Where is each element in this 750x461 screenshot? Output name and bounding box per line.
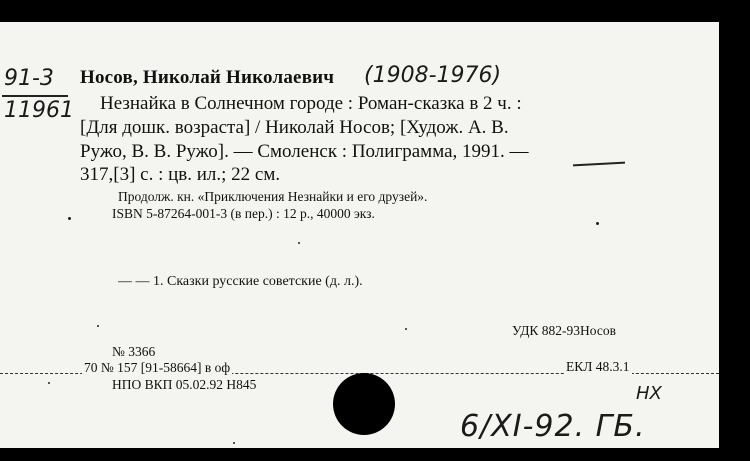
ink-speck <box>298 242 300 244</box>
ink-speck <box>233 442 235 444</box>
card-number: № 3366 <box>112 344 156 359</box>
ink-speck <box>48 382 50 384</box>
order-line: 70 № 157 [91-58664] в оф <box>84 360 231 375</box>
year-underline-mark <box>573 162 625 167</box>
ink-speck <box>596 222 599 225</box>
punch-hole <box>333 373 395 435</box>
description-line-2: [Для дошк. возраста] / Николай Носов; [Худож. А. В. <box>80 117 509 138</box>
handwritten-author-dates: (1908-1976) <box>364 63 502 88</box>
handwritten-shelf-code: 91-3 <box>4 66 54 91</box>
description-line-4: 317,[3] с. : цв. ил.; 22 см. <box>80 164 281 185</box>
description-line-1: Незнайка в Солнечном городе : Роман-сказка в 2 ч. : <box>100 93 522 114</box>
subject-heading: — — 1. Сказки русские советские (д. л.). <box>118 274 363 289</box>
handwritten-inventory-number: 11961 <box>4 98 74 123</box>
handwritten-staff-mark: НХ <box>636 383 662 404</box>
author-heading: Носов, Николай Николаевич <box>80 67 335 88</box>
ekl-code: ЕКЛ 48.3.1 <box>566 359 630 374</box>
shelf-code-underline <box>2 95 68 97</box>
ink-speck <box>97 325 99 327</box>
ink-speck <box>405 328 407 330</box>
note-line: Продолж. кн. «Приключения Незнайки и его друзей». <box>118 189 428 204</box>
publisher-line: НПО ВКП 05.02.92 Н845 <box>112 377 257 392</box>
ink-speck <box>68 217 71 220</box>
isbn-line: ISBN 5-87264-001-3 (в пер.) : 12 р., 40000 экз. <box>112 206 375 221</box>
description-line-3: Ружо, В. В. Ружо]. — Смоленск : Полиграмма, 1991. — <box>80 141 529 162</box>
udk-code: УДК 882-93Носов <box>512 323 616 338</box>
handwritten-date-mark: 6/XI-92. ГБ. <box>460 409 646 444</box>
catalog-card <box>0 22 719 448</box>
